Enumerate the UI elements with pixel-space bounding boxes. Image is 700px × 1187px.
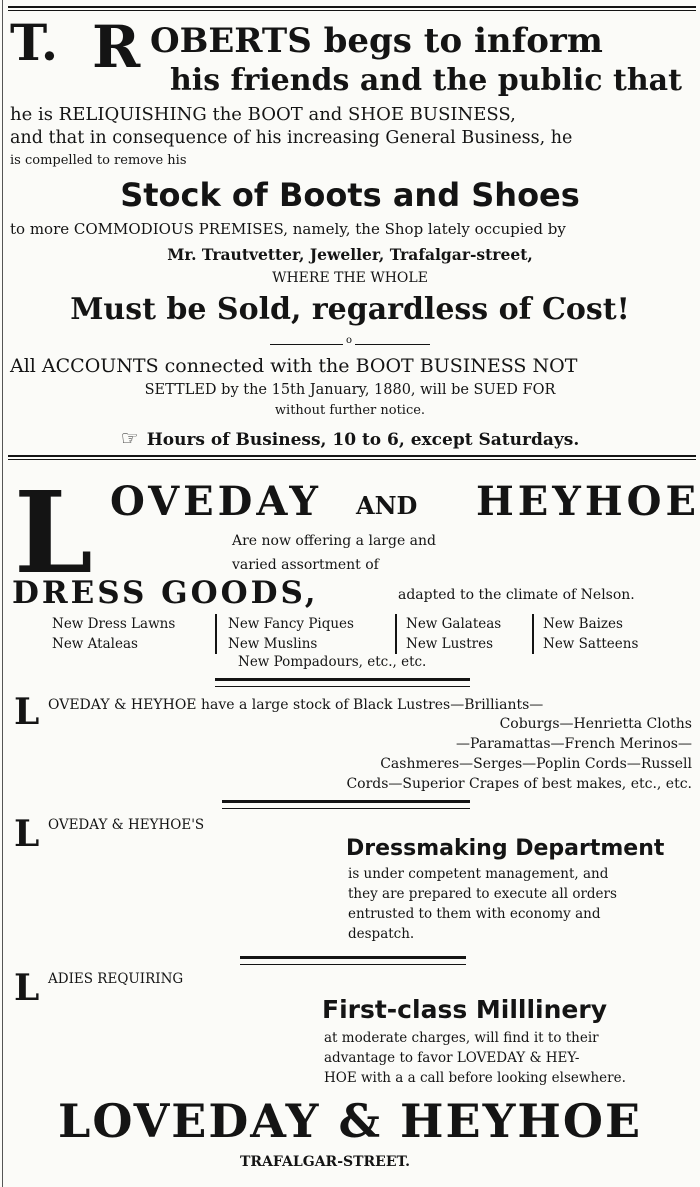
millinery-line-3: HOE with a a call before looking elsewhere. bbox=[324, 1070, 626, 1086]
column-separator bbox=[532, 614, 534, 654]
dressmaking-dropcap: L bbox=[14, 813, 40, 855]
loveday-title-b: HEYHOE bbox=[476, 478, 700, 525]
accounts-line-3: without further notice. bbox=[274, 403, 426, 418]
stock-line-5: Cords—Superior Crapes of best makes, etc., etc. bbox=[346, 776, 692, 792]
footer-business-name: LOVEDAY & HEYHOE bbox=[58, 1094, 642, 1148]
column-separator bbox=[395, 614, 397, 654]
footer-street: TRAFALGAR-STREET. bbox=[240, 1154, 410, 1170]
goods-item: New Lustres bbox=[406, 636, 494, 652]
dressmaking-line-4: despatch. bbox=[348, 926, 415, 942]
roberts-line-6: to more COMMODIOUS PREMISES, namely, the Shop lately occupied by bbox=[10, 220, 566, 238]
goods-item: New Baizes bbox=[543, 616, 623, 632]
ladies-dropcap: L bbox=[14, 967, 40, 1009]
millinery-heading: First-class Milllinery bbox=[322, 995, 608, 1024]
roberts-line-4: and that in consequence of his increasing General Business, he bbox=[10, 128, 573, 148]
top-rule bbox=[8, 6, 696, 8]
dressmaking-lead: OVEDAY & HEYHOE'S bbox=[48, 817, 205, 833]
hours-line bbox=[0, 426, 700, 450]
roberts-initial-r: R bbox=[92, 13, 141, 81]
pointing-hand-icon: ☞ bbox=[120, 426, 139, 450]
ornament-rule bbox=[240, 956, 466, 965]
dressmaking-heading: Dressmaking Department bbox=[346, 836, 665, 861]
accounts-line-2: SETTLED by the 15th January, 1880, will be SUED FOR bbox=[144, 382, 556, 398]
loveday-offer-1: Are now offering a large and bbox=[232, 533, 437, 549]
roberts-line-1: OBERTS begs to inform bbox=[150, 21, 603, 61]
divider-mark: o bbox=[343, 335, 355, 346]
stock-line-3: —Paramattas—French Merinos— bbox=[455, 736, 692, 752]
roberts-headline-2: Must be Sold, regardless of Cost! bbox=[70, 292, 630, 327]
column-separator bbox=[215, 614, 217, 654]
goods-item: New Galateas bbox=[406, 616, 502, 632]
roberts-line-7: Mr. Trautvetter, Jeweller, Trafalgar-street, bbox=[167, 245, 533, 264]
dress-goods-adapted: adapted to the climate of Nelson. bbox=[398, 587, 635, 603]
top-rule-thin bbox=[8, 10, 696, 11]
goods-item: New Ataleas bbox=[52, 636, 138, 652]
goods-item: New Dress Lawns bbox=[52, 616, 176, 632]
millinery-line-1: at moderate charges, will find it to their bbox=[324, 1030, 599, 1046]
roberts-line-8: WHERE THE WHOLE bbox=[272, 270, 428, 286]
accounts-line-1: All ACCOUNTS connected with the BOOT BUSINESS NOT bbox=[10, 355, 578, 377]
loveday-title-and: AND bbox=[356, 491, 418, 520]
hours-text: Hours of Business, 10 to 6, except Saturdays. bbox=[146, 430, 580, 450]
dressmaking-line-1: is under competent management, and bbox=[348, 866, 609, 882]
stock-dropcap: L bbox=[14, 691, 40, 733]
dressmaking-line-2: they are prepared to execute all orders bbox=[348, 886, 617, 902]
dress-goods-heading: DRESS GOODS, bbox=[12, 575, 319, 611]
goods-column-1 bbox=[52, 614, 175, 654]
stock-line-4: Cashmeres—Serges—Poplin Cords—Russell bbox=[380, 756, 692, 772]
roberts-line-5: is compelled to remove his bbox=[10, 153, 187, 168]
section-rule bbox=[8, 455, 696, 457]
loveday-dropcap: L bbox=[14, 468, 93, 599]
loveday-offer-2: varied assortment of bbox=[232, 557, 379, 573]
ornament-rule bbox=[222, 800, 470, 809]
goods-footer: New Pompadours, etc., etc. bbox=[238, 654, 427, 670]
loveday-title-a: OVEDAY bbox=[110, 478, 322, 525]
millinery-line-2: advantage to favor LOVEDAY & HEY- bbox=[324, 1050, 580, 1066]
roberts-initial-t: T. bbox=[10, 13, 59, 72]
goods-column-3 bbox=[406, 614, 501, 654]
goods-column-2 bbox=[228, 614, 354, 654]
stock-line-2: Coburgs—Henrietta Cloths bbox=[499, 716, 692, 732]
ornament-rule bbox=[215, 678, 470, 687]
ladies-lead: ADIES REQUIRING bbox=[48, 971, 184, 987]
roberts-line-2: his friends and the public that bbox=[170, 63, 682, 98]
goods-item: New Fancy Piques bbox=[228, 616, 354, 632]
roberts-headline: Stock of Boots and Shoes bbox=[120, 176, 580, 214]
stock-line-1: OVEDAY & HEYHOE have a large stock of Black Lustres—Brilliants— bbox=[48, 697, 544, 713]
section-rule-thin bbox=[8, 459, 696, 460]
goods-item: New Muslins bbox=[228, 636, 318, 652]
goods-item: New Satteens bbox=[543, 636, 639, 652]
goods-column-4 bbox=[543, 614, 638, 654]
roberts-line-3: he is RELIQUISHING the BOOT and SHOE BUSINESS, bbox=[10, 104, 516, 125]
dressmaking-line-3: entrusted to them with economy and bbox=[348, 906, 601, 922]
